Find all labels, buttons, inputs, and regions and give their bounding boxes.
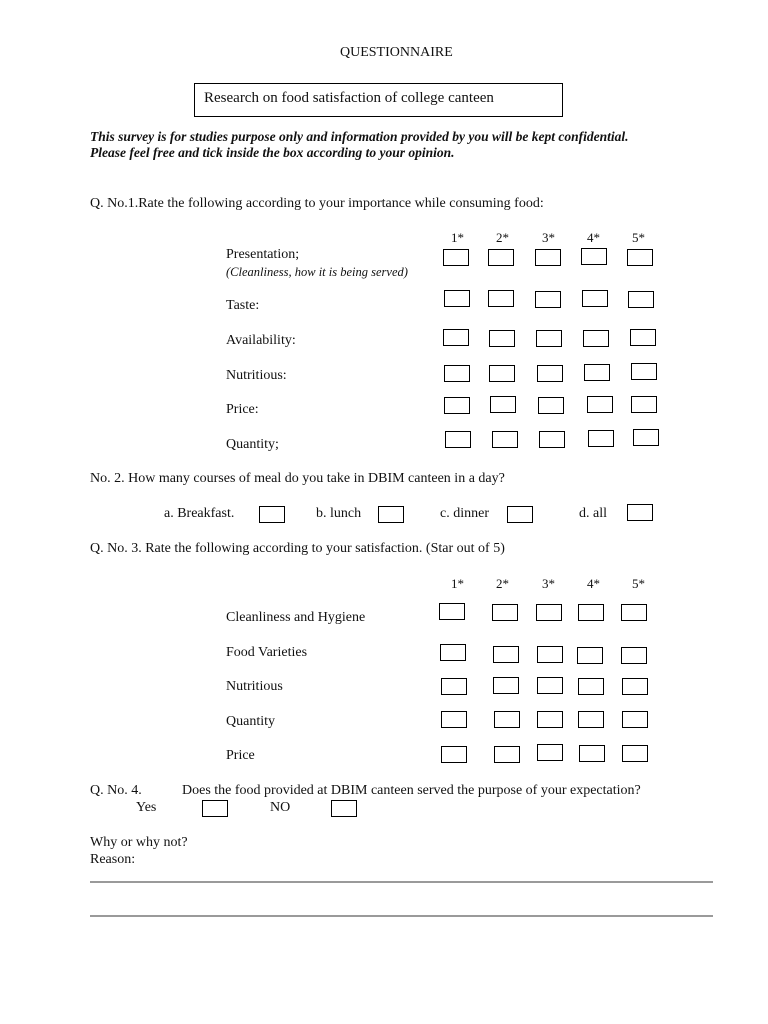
q3-cleanliness-box-1[interactable] xyxy=(439,603,465,620)
q2-breakfast-box[interactable] xyxy=(259,506,285,523)
q1-nutritious-box-2[interactable] xyxy=(489,365,515,382)
q1-availability-box-5[interactable] xyxy=(630,329,656,346)
q1-quantity-box-5[interactable] xyxy=(633,429,659,446)
q1-item-nutritious: Nutritious: xyxy=(226,368,287,383)
q3-rating-2: 2* xyxy=(496,576,509,591)
q3-price-box-4[interactable] xyxy=(579,745,605,762)
q1-taste-box-3[interactable] xyxy=(535,291,561,308)
q1-availability-box-1[interactable] xyxy=(443,329,469,346)
intro-line-2: Please feel free and tick inside the box according to your opinion. xyxy=(90,145,455,160)
q2-option-breakfast: a. Breakfast. xyxy=(164,506,235,521)
q2-lunch-box[interactable] xyxy=(378,506,404,523)
q1-rating-5: 5* xyxy=(632,230,645,245)
q1-quantity-box-2[interactable] xyxy=(492,431,518,448)
q3-price-box-1[interactable] xyxy=(441,746,467,763)
q1-price-box-4[interactable] xyxy=(587,396,613,413)
q3-item-quantity: Quantity xyxy=(226,714,275,729)
q1-availability-box-2[interactable] xyxy=(489,330,515,347)
q3-varieties-box-3[interactable] xyxy=(537,646,563,663)
q3-quantity-box-3[interactable] xyxy=(537,711,563,728)
q3-rating-4: 4* xyxy=(587,576,600,591)
q1-presentation-box-3[interactable] xyxy=(535,249,561,266)
q3-rating-5: 5* xyxy=(632,576,645,591)
q3-varieties-box-1[interactable] xyxy=(440,644,466,661)
q1-item-price: Price: xyxy=(226,402,259,417)
q3-item-price: Price xyxy=(226,748,255,763)
q1-nutritious-box-4[interactable] xyxy=(584,364,610,381)
q1-taste-box-4[interactable] xyxy=(582,290,608,307)
q3-quantity-box-5[interactable] xyxy=(622,711,648,728)
page-heading: QUESTIONNAIRE xyxy=(340,45,453,60)
q1-price-box-5[interactable] xyxy=(631,396,657,413)
q3-item-cleanliness: Cleanliness and Hygiene xyxy=(226,610,366,625)
reason-line-2[interactable] xyxy=(90,915,713,917)
q4-no-label: NO xyxy=(270,800,291,815)
q2-dinner-box[interactable] xyxy=(507,506,533,523)
q1-rating-3: 3* xyxy=(542,230,555,245)
q4-why: Why or why not? xyxy=(90,835,188,850)
reason-line-1[interactable] xyxy=(90,881,713,883)
q4-yes-label: Yes xyxy=(136,800,157,815)
q1-taste-box-5[interactable] xyxy=(628,291,654,308)
q3-price-box-5[interactable] xyxy=(622,745,648,762)
q3-rating-3: 3* xyxy=(542,576,555,591)
q3-quantity-box-2[interactable] xyxy=(494,711,520,728)
q3-nutritious-box-2[interactable] xyxy=(493,677,519,694)
q3-cleanliness-box-2[interactable] xyxy=(492,604,518,621)
q1-rating-4: 4* xyxy=(587,230,600,245)
q3-nutritious-box-5[interactable] xyxy=(622,678,648,695)
q1-rating-1: 1* xyxy=(451,230,464,245)
q2-option-lunch: b. lunch xyxy=(316,506,362,521)
q4-reason-label: Reason: xyxy=(90,852,136,867)
q2-option-dinner: c. dinner xyxy=(440,506,489,521)
q1-item-taste: Taste: xyxy=(226,298,260,313)
q1-nutritious-box-3[interactable] xyxy=(537,365,563,382)
q1-quantity-box-4[interactable] xyxy=(588,430,614,447)
q1-availability-box-3[interactable] xyxy=(536,330,562,347)
q1-presentation-box-4[interactable] xyxy=(581,248,607,265)
q1-price-box-1[interactable] xyxy=(444,397,470,414)
q1-item-presentation-note: (Cleanliness, how it is being served) xyxy=(226,265,408,279)
q3-item-food-varieties: Food Varieties xyxy=(226,645,308,660)
q2-question: No. 2. How many courses of meal do you take in DBIM canteen in a day? xyxy=(90,471,505,486)
q1-item-availability: Availability: xyxy=(226,333,296,348)
q1-quantity-box-1[interactable] xyxy=(445,431,471,448)
q2-option-all: d. all xyxy=(579,506,607,521)
q1-nutritious-box-5[interactable] xyxy=(631,363,657,380)
q3-varieties-box-2[interactable] xyxy=(493,646,519,663)
q1-price-box-2[interactable] xyxy=(490,396,516,413)
q1-taste-box-1[interactable] xyxy=(444,290,470,307)
q3-item-nutritious: Nutritious xyxy=(226,679,283,694)
q3-quantity-box-4[interactable] xyxy=(578,711,604,728)
q1-item-quantity: Quantity; xyxy=(226,437,279,452)
q3-question: Q. No. 3. Rate the following according to your satisfaction. (Star out of 5) xyxy=(90,541,505,556)
q1-question: Q. No.1.Rate the following according to your importance while consuming food: xyxy=(90,196,544,211)
q3-rating-1: 1* xyxy=(451,576,464,591)
q4-prefix: Q. No. 4. xyxy=(90,783,142,798)
q1-taste-box-2[interactable] xyxy=(488,290,514,307)
q4-question: Does the food provided at DBIM canteen served the purpose of your expectation? xyxy=(182,783,641,798)
q1-price-box-3[interactable] xyxy=(538,397,564,414)
q1-quantity-box-3[interactable] xyxy=(539,431,565,448)
q3-quantity-box-1[interactable] xyxy=(441,711,467,728)
q3-nutritious-box-4[interactable] xyxy=(578,678,604,695)
q4-yes-box[interactable] xyxy=(202,800,228,817)
q1-presentation-box-5[interactable] xyxy=(627,249,653,266)
q3-price-box-2[interactable] xyxy=(494,746,520,763)
q3-varieties-box-4[interactable] xyxy=(577,647,603,664)
q3-cleanliness-box-3[interactable] xyxy=(536,604,562,621)
q1-nutritious-box-1[interactable] xyxy=(444,365,470,382)
q4-no-box[interactable] xyxy=(331,800,357,817)
q1-availability-box-4[interactable] xyxy=(583,330,609,347)
intro-line-1: This survey is for studies purpose only and information provided by you will be kept confidential. xyxy=(90,129,629,144)
q3-varieties-box-5[interactable] xyxy=(621,647,647,664)
q3-price-box-3[interactable] xyxy=(537,744,563,761)
q3-cleanliness-box-5[interactable] xyxy=(621,604,647,621)
q3-nutritious-box-1[interactable] xyxy=(441,678,467,695)
q1-item-presentation: Presentation; xyxy=(226,247,300,262)
q3-nutritious-box-3[interactable] xyxy=(537,677,563,694)
q1-presentation-box-2[interactable] xyxy=(488,249,514,266)
page-title: Research on food satisfaction of college canteen xyxy=(204,90,494,106)
q2-all-box[interactable] xyxy=(627,504,653,521)
q3-cleanliness-box-4[interactable] xyxy=(578,604,604,621)
q1-presentation-box-1[interactable] xyxy=(443,249,469,266)
q1-rating-2: 2* xyxy=(496,230,509,245)
